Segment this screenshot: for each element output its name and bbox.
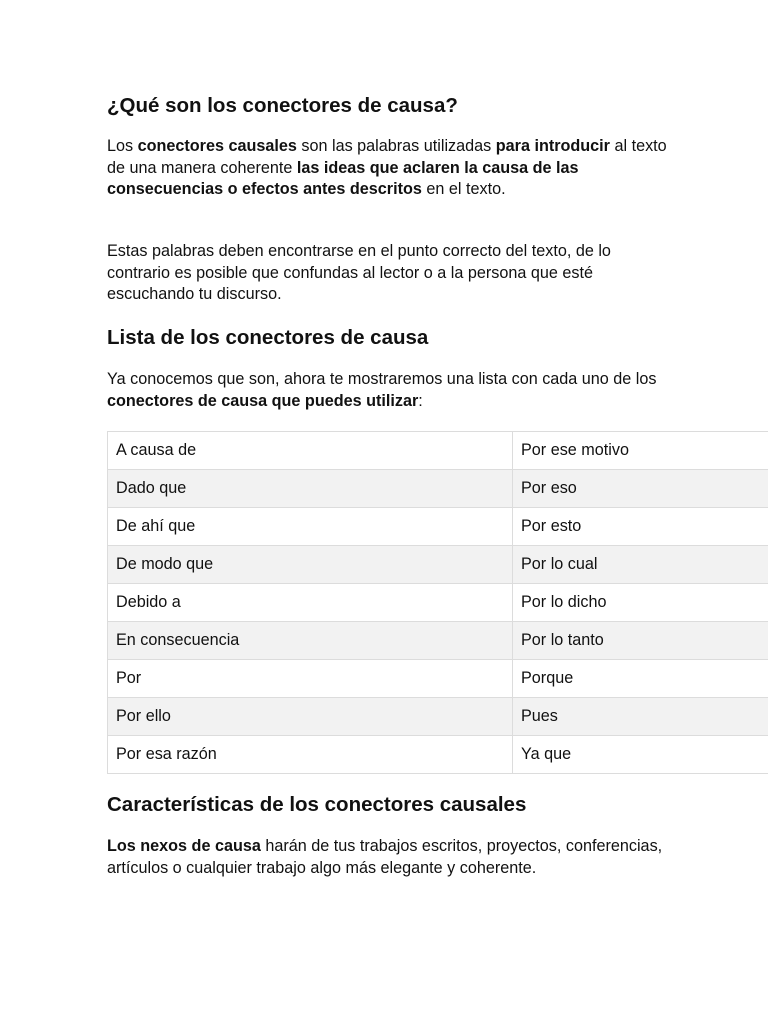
connector-cell-right: Por ese motivo [513, 432, 768, 470]
connector-cell-right: Por lo dicho [513, 584, 768, 622]
connector-cell-left: Por esa razón [108, 736, 513, 774]
paragraph-placement: Estas palabras deben encontrarse en el punto correcto del texto, de lo contrario es posible que confundas al lector o a la persona que esté escuchando tu discurso. [107, 242, 611, 303]
table-row [108, 432, 768, 470]
table-row [108, 736, 768, 774]
connector-cell-left: En consecuencia [108, 622, 513, 660]
connector-cell-left: De modo que [108, 546, 513, 584]
text-run: son las palabras utilizadas [296, 137, 496, 155]
table-row [108, 698, 768, 736]
bold-text-run: Los nexos de causa [107, 837, 261, 855]
section-heading-que-son: ¿Qué son los conectores de causa? [107, 94, 458, 117]
connector-cell-left: Dado que [108, 470, 513, 508]
table-row [108, 622, 768, 660]
paragraph-characteristics [107, 836, 667, 879]
connector-cell-left: Debido a [108, 584, 513, 622]
connector-cell-right: Por lo tanto [513, 622, 768, 660]
connector-cell-left: Por [108, 660, 513, 698]
table-row [108, 470, 768, 508]
connector-cell-right: Por eso [513, 470, 768, 508]
connector-cell-right: Por lo cual [513, 546, 768, 584]
bold-text-run: para introducir [495, 137, 610, 155]
document-page [107, 0, 768, 1024]
connector-cell-right: Porque [513, 660, 768, 698]
table-row [108, 546, 768, 584]
connector-cell-left: A causa de [108, 432, 513, 470]
text-run: en el texto. [421, 180, 506, 198]
bold-text-run: conectores de causa que puedes utilizar [107, 391, 419, 410]
connector-cell-left: De ahí que [108, 508, 513, 546]
table-row [108, 584, 768, 622]
table-row [108, 660, 768, 698]
paragraph-list-intro [107, 369, 667, 412]
connectors-table [107, 431, 768, 774]
connector-cell-right: Ya que [513, 736, 768, 774]
text-run: al texto de una manera coherente [107, 137, 667, 177]
text-run: : [418, 391, 423, 410]
table-row [108, 508, 768, 546]
connector-cell-left: Por ello [108, 698, 513, 736]
bold-text-run: las ideas que aclaren la causa de las consecuencias o efectos antes descritos [107, 158, 579, 198]
text-run: Los [107, 137, 138, 155]
connector-cell-right: Pues [513, 698, 768, 736]
text-run: Ya conocemos que son, ahora te mostraremos una lista con cada uno de los [107, 370, 657, 388]
connector-cell-right: Por esto [513, 508, 768, 546]
section-heading-caracteristicas: Características de los conectores causales [107, 793, 527, 816]
bold-text-run: conectores causales [137, 137, 297, 155]
text-run: harán de tus trabajos escritos, proyectos, conferencias, artículos o cualquier trabajo algo más elegante y coherente. [107, 837, 663, 877]
section-heading-lista: Lista de los conectores de causa [107, 326, 429, 349]
paragraph-definition [107, 136, 667, 201]
